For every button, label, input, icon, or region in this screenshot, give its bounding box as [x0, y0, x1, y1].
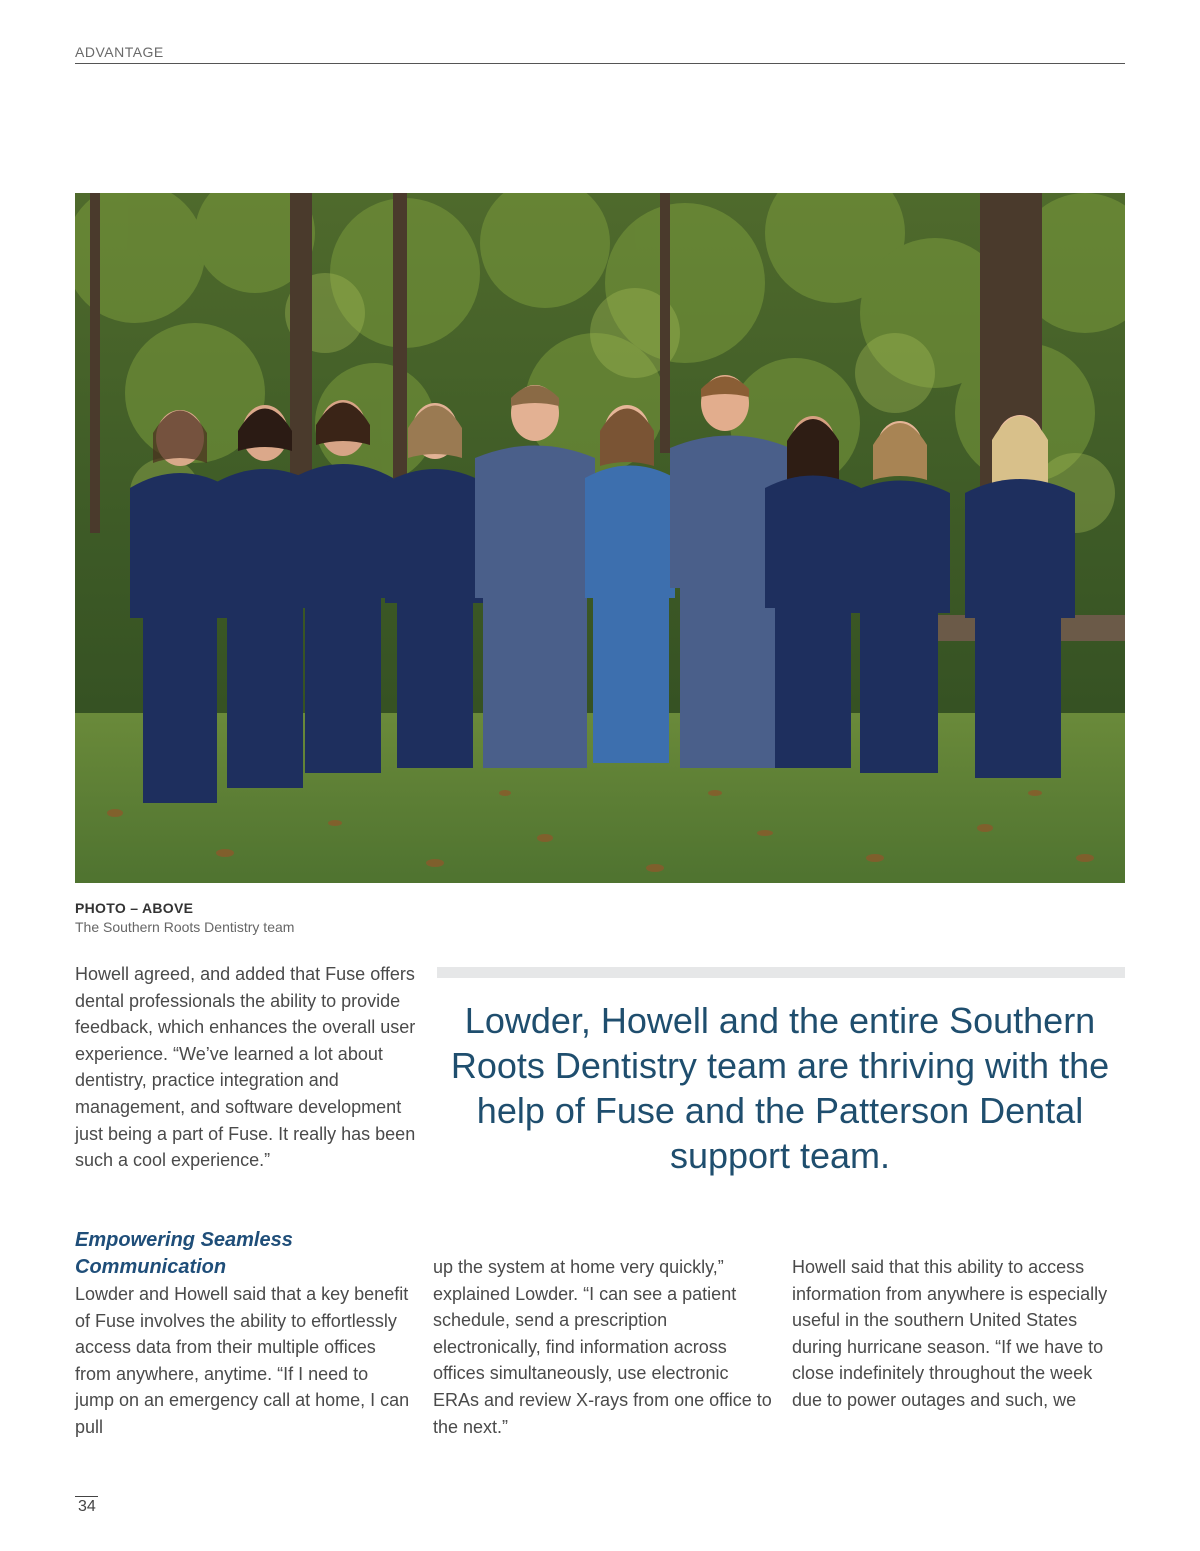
section-subheading: Empowering Seamless Communication: [75, 1229, 293, 1278]
photo-caption-label: PHOTO – ABOVE: [75, 900, 194, 916]
body-paragraph: Lowder and Howell said that a key benefit of Fuse involves the ability to effortlessly access data from their multiple offices from anywhere, anytime. “If I need to jump on an emergency call at home, I can pull: [75, 1284, 410, 1437]
body-column-1: [75, 1227, 410, 1441]
intro-column: [75, 961, 420, 1174]
running-header: ADVANTAGE: [75, 44, 1125, 64]
page-number: 34: [75, 1496, 98, 1516]
body-paragraph: Howell said that this ability to access information from anywhere is especially useful in the southern United States during hurricane season. “If we have to close indefinitely throughout the week due to power outages and such, we: [792, 1257, 1108, 1410]
body-column-2: [433, 1254, 773, 1440]
body-column-3: [792, 1254, 1122, 1414]
pull-quote-rule: [437, 967, 1125, 978]
intro-paragraph: Howell agreed, and added that Fuse offers dental professionals the ability to provide feedback, which enhances the overall user experience. “We’ve learned a lot about dentistry, practice integration and management, and software development just being a part of Fuse. It really has been such a cool experience.”: [75, 964, 416, 1171]
photo-caption: The Southern Roots Dentistry team: [75, 919, 295, 935]
body-paragraph: up the system at home very quickly,” explained Lowder. “I can see a patient schedule, send a prescription electronically, find information across offices simultaneously, use electronic ERAs and review X-rays from one office to the next.”: [433, 1257, 772, 1437]
pull-quote: Lowder, Howell and the entire Southern Roots Dentistry team are thriving with the help of Fuse and the Patterson Dental support team.: [450, 1000, 1110, 1176]
team-photo: [75, 193, 1125, 883]
